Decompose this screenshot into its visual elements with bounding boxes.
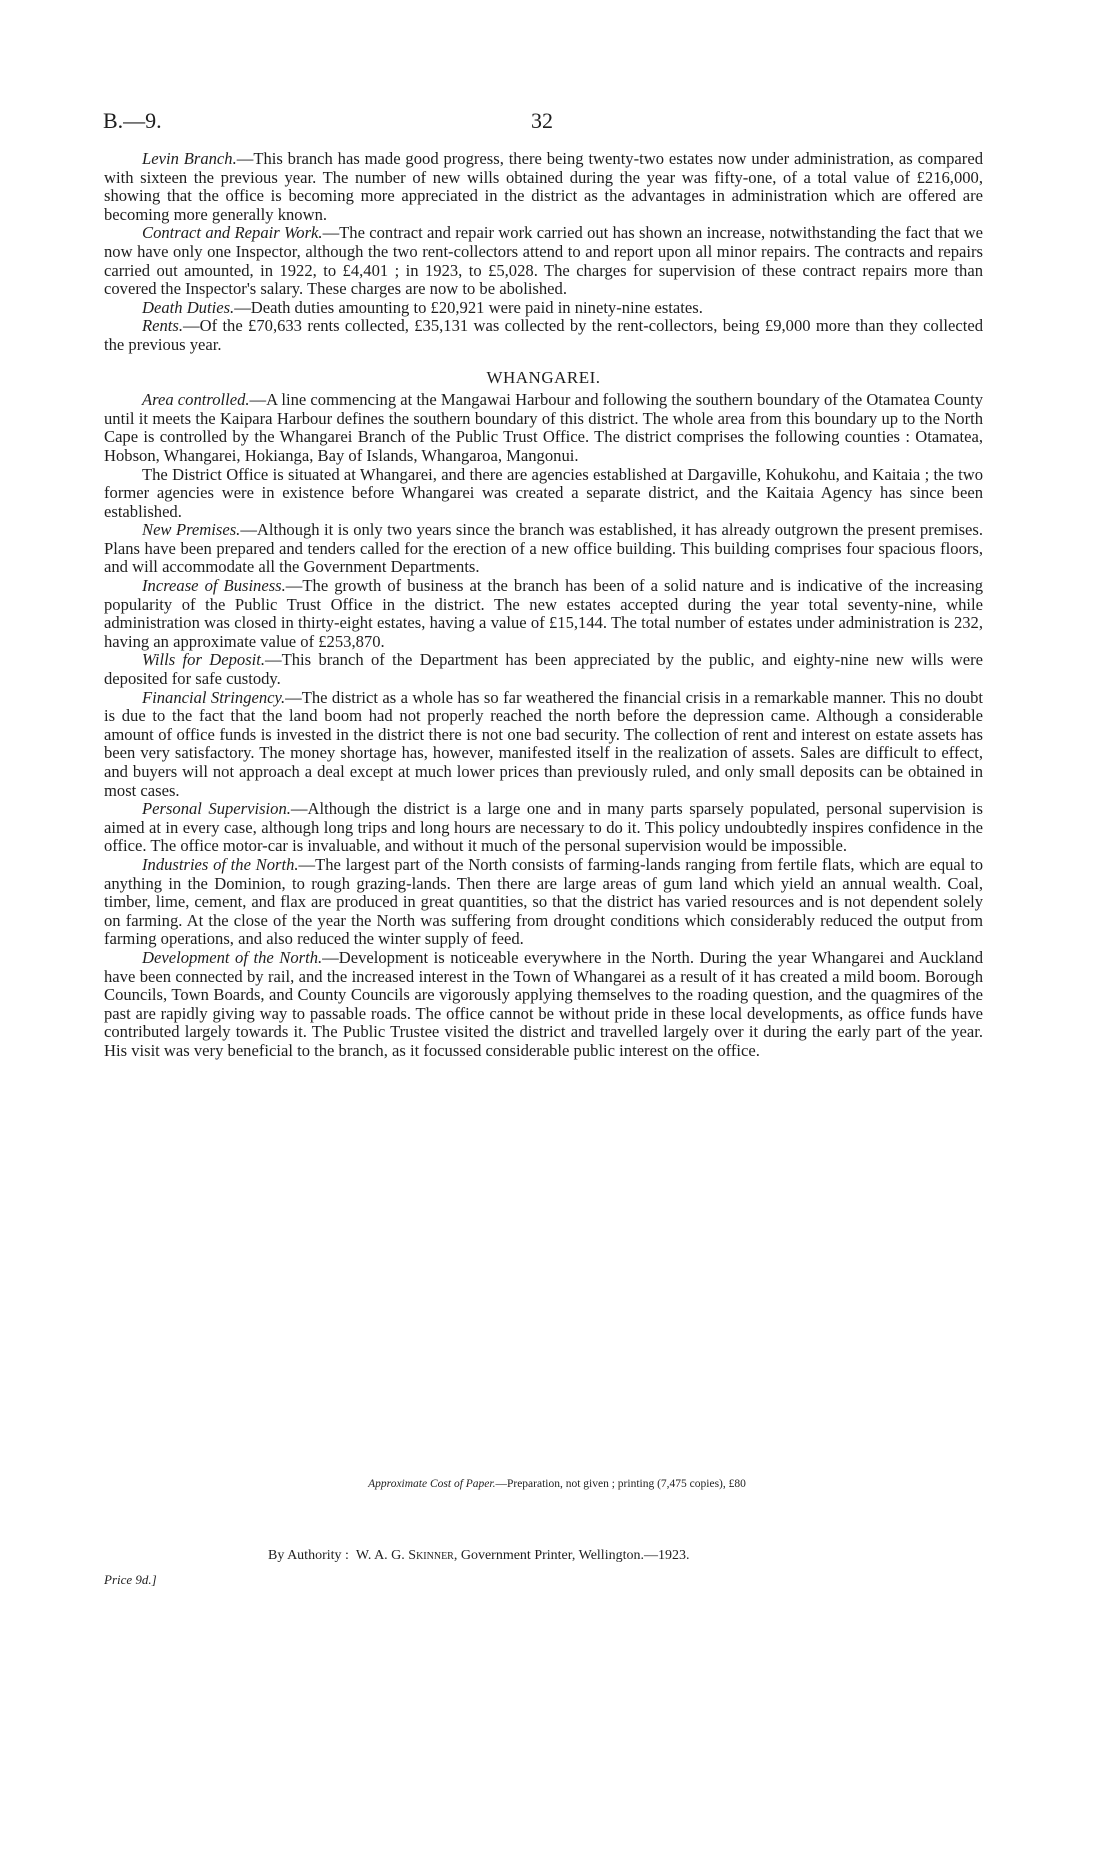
- paragraph-contract-repair-work: [104, 224, 983, 298]
- paragraph-lead: Personal Supervision.: [142, 799, 291, 819]
- paragraph-lead: Levin Branch.: [142, 149, 237, 168]
- paragraph-lead: Industries of the North.: [142, 854, 299, 874]
- paragraph-text: —Although the district is a large one and in many parts sparsely populated, personal supervision is aimed at in every case, although long trips and long hours are necessary to do it. This policy undoubtedly inspires confidence in the office. The office motor-car is invaluable, and without it much of the personal supervision would be impossible.: [104, 799, 983, 856]
- paragraph-text: —The contract and repair work carried out has shown an increase, notwithstanding the fact that we now have only one Inspector, although the two rent-collectors attend to and report upon all minor repairs. The contracts and repairs carried out amounted, in 1922, to £4,401 ; in 1923, to £5,028. The charges for supervision of these contract repairs more than covered the Inspector's salary. These charges are now to be abolished.: [104, 223, 983, 299]
- paragraph-text: —This branch of the Department has been appreciated by the public, and eighty-nine new wills were deposited for safe custody.: [104, 650, 983, 689]
- page-header: [103, 108, 983, 138]
- paragraph-wills-for-deposit: [104, 651, 983, 688]
- paragraph-rents: [104, 317, 983, 354]
- paragraph-lead: Financial Stringency.: [142, 687, 286, 707]
- paragraph-lead: Wills for Deposit.: [142, 650, 266, 670]
- paragraph-lead: Contract and Repair Work.: [142, 223, 323, 243]
- paragraph-increase-of-business: [104, 577, 983, 651]
- paragraph-development-of-the-north: [104, 949, 983, 1061]
- paragraph-lead: Development of the North.: [142, 947, 323, 967]
- imprint-printer-title: Government Printer, Wellington.—1923.: [460, 1548, 690, 1563]
- printer-imprint: [268, 1548, 689, 1564]
- paragraph-text: —Development is noticeable everywhere in the North. During the year Whangarei and Auckland have been connected by rail, and the increased interest in the Town of Whangarei as a result of it has created a mild boom. Borough Councils, Town Boards, and County Councils are vigorously applying themselves to the roading question, and the quagmires of the past are rapidly giving way to passable roads. The office cannot be without pride in these local developments, as office funds have contributed largely towards it. The Public Trustee visited the district and travelled largely over it during the early part of the year. His visit was very beneficial to the branch, as it focussed considerable public interest on the office.: [104, 947, 983, 1060]
- paragraph-district-office: [104, 466, 983, 522]
- paragraph-text: —The district as a whole has so far weathered the financial crisis in a remarkable manner. This no doubt is due to the fact that the land boom had not properly reached the north before the depression came. Although a considerable amount of office funds is invested in the district there is not one bad security. The collection of rent and interest on estate assets has been very satisfactory. The money shortage has, however, manifested itself in the realization of assets. Sales are difficult to effect, and buyers will not approach a deal except at much lower prices than previously ruled, and only small deposits can be obtained in most cases.: [104, 687, 983, 800]
- paragraph-text: —Of the £70,633 rents collected, £35,131 was collected by the rent-collectors, being £9,000 more than they collected the previous year.: [104, 316, 983, 354]
- section-heading-whangarei: WHANGAREI.: [486, 367, 601, 387]
- report-reference: B.—9.: [103, 108, 162, 133]
- paragraph-personal-supervision: [104, 800, 983, 856]
- paragraph-lead: New Premises.: [142, 520, 241, 540]
- paragraph-financial-stringency: [104, 689, 983, 801]
- paragraph-lead: Rents.: [142, 316, 184, 336]
- imprint-authority: By Authority :: [268, 1548, 349, 1563]
- paragraph-levin-branch: [104, 150, 983, 224]
- paragraph-text: —Although it is only two years since the branch was established, it has already outgrown the present premises. Plans have been prepared and tenders called for the erection of a new office building. This building comprises four spacious floors, and will accommodate all the Government Departments.: [104, 520, 984, 577]
- page-number: 32: [531, 108, 553, 133]
- paragraph-lead: Death Duties.: [142, 297, 235, 317]
- price-label: Price 9d.]: [104, 1572, 157, 1587]
- paragraph-area-controlled: [104, 391, 983, 465]
- paragraph-text: —The growth of business at the branch has been of a solid nature and is indicative of the increasing popularity of the Public Trust Office in the district. The new estates accepted during the year total seventy-nine, while administration was closed in thirty-eight estates, having a value of £15,144. The total number of estates under administration is 232, having an approximate value of £253,870.: [104, 576, 983, 651]
- cost-of-paper-note: [0, 1478, 1114, 1490]
- paragraph-industries-of-the-north: [104, 856, 983, 949]
- paragraph-new-premises: [104, 521, 983, 577]
- paragraph-text: —A line commencing at the Mangawai Harbour and following the southern boundary of the Otamatea County until it meets the Kaipara Harbour defines the southern boundary of this district. The whole area from this boundary up to the North Cape is controlled by the Whangarei Branch of the Public Trust Office. The district comprises the following counties : Otamatea, Hobson, Whangarei, Hokianga, Bay of Islands, Whangaroa, Mangonui.: [104, 390, 983, 465]
- body-text: [104, 150, 983, 1061]
- paragraph-lead: Area controlled.: [142, 390, 250, 410]
- imprint-printer-name: W. A. G. Skinner,: [355, 1548, 458, 1563]
- paragraph-text: —Death duties amounting to £20,921 were paid in ninety-nine estates.: [234, 297, 703, 317]
- cost-note-text: —Preparation, not given ; printing (7,475 copies), £80: [495, 1478, 746, 1490]
- paragraph-text: —This branch has made good progress, there being twenty-two estates now under administration, as compared with sixteen the previous year. The number of new wills obtained during the year was fifty-one, of a total value of £216,000, showing that the office is becoming more appreciated in the district as the advantages in administration which are offered are becoming more generally known.: [104, 149, 983, 224]
- paragraph-text: The District Office is situated at Whangarei, and there are agencies established at Dargaville, Kohukohu, and Kaitaia ; the two former agencies were in existence before Whangarei was created a separate district, and the Kaitaia Agency has since been established.: [104, 464, 983, 521]
- paragraph-lead: Increase of Business.: [142, 576, 286, 596]
- paragraph-text: —The largest part of the North consists of farming-lands ranging from fertile flats, which are equal to anything in the Dominion, to rough grazing-lands. Then there are large areas of gum land which yield an annual wealth. Coal, timber, lime, cement, and flax are produced in great quantities, so that the district has varied resources and is not dependent solely on farming. At the close of the year the North was suffering from drought conditions which considerably reduced the output from farming operations, and also reduced the winter supply of feed.: [104, 854, 983, 949]
- cost-note-label: Approximate Cost of Paper.: [368, 1478, 496, 1490]
- paragraph-death-duties: [104, 299, 983, 318]
